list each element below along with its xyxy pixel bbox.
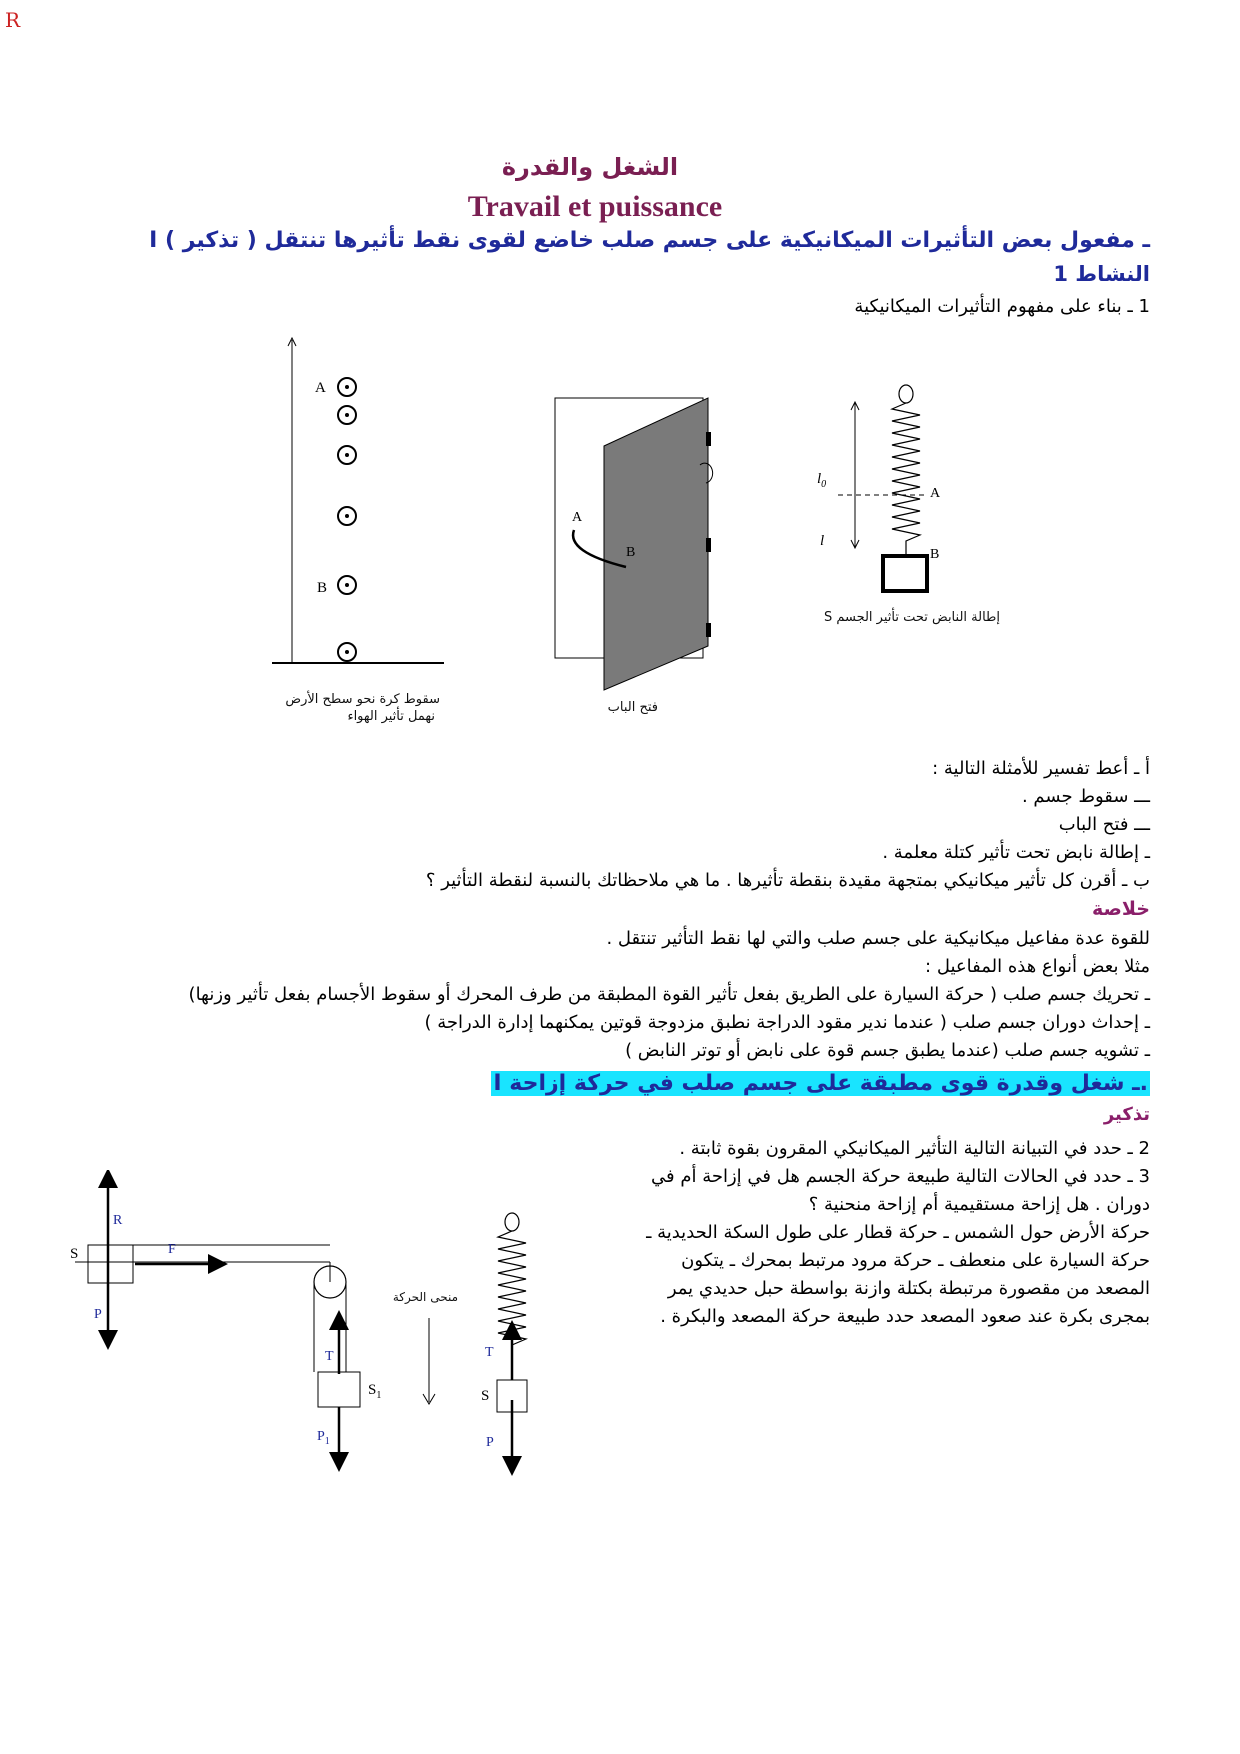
point-a-label: A	[315, 380, 326, 396]
ball-fall-figure	[272, 338, 444, 663]
vector-p-label: P	[486, 1435, 494, 1450]
reminder-line: بمجرى بكرة عند صعود المصعد حدد طبيعة حركة المصعد والبكرة .	[660, 1306, 1150, 1327]
block-s1-label: $S_1$	[368, 1382, 382, 1401]
ball-caption-line2: نهمل تأثير الهواء	[347, 709, 435, 724]
ball	[338, 507, 356, 525]
question-b: ب ـ أقرن كل تأثير ميكانيكي بمتجهة مقيدة بنقطة تأثيرها . ما هي ملاحظاتك بالنسبة لنقطة التأثير ؟	[425, 870, 1150, 891]
point-b-label: B	[626, 545, 636, 560]
summary-line: ـ تشويه جسم صلب (عندما يطبق جسم قوة على نابض أو توتر النابض )	[625, 1040, 1150, 1061]
summary-line: مثلا بعض أنواع هذه المفاعيل :	[925, 956, 1150, 977]
reminder-line: 2 ـ حدد في التبيانة التالية التأثير الميكانيكي المقرون بقوة ثابتة .	[679, 1138, 1150, 1159]
ball	[338, 378, 356, 396]
l-label: l	[820, 533, 825, 549]
vector-p-label: P	[94, 1307, 102, 1322]
page-title-arabic: الشغل والقدرة	[501, 153, 679, 181]
vector-f-label: F	[168, 1242, 176, 1257]
hanging-spring-figure	[481, 1213, 527, 1466]
point-b-label: B	[317, 580, 328, 596]
ball	[338, 446, 356, 464]
spring-caption: إطالة النابض تحت تأثير الجسم S	[823, 610, 1000, 625]
corner-mark: R	[5, 8, 21, 32]
summary-line: للقوة عدة مفاعيل ميكانيكية على جسم صلب والتي لها نقط التأثير تنتقل .	[606, 928, 1150, 949]
vector-p1-label: $P_1$	[317, 1429, 330, 1447]
trajectory-figure	[423, 1318, 435, 1404]
ball	[338, 406, 356, 424]
forces-figures	[0, 1170, 600, 1480]
reminder-line: 3 ـ حدد في الحالات التالية طبيعة حركة الجسم هل في إزاحة أم في	[651, 1166, 1150, 1187]
activity-item-1: 1 ـ بناء على مفهوم التأثيرات الميكانيكية	[854, 296, 1150, 317]
reminder-line: المصعد من مقصورة مرتبطة بكتلة وازنة بواسطة حبل حديدي يمر	[667, 1278, 1150, 1299]
question-item: ـــ سقوط جسم .	[1021, 786, 1150, 807]
reminder-label: تذكير	[1103, 1104, 1150, 1125]
summary-line: ـ تحريك جسم صلب ( حركة السيارة على الطريق بفعل تأثير القوة المطبقة من طرف المحرك أو سقوط الأجسام بفعل تأثير وزنها)	[188, 984, 1150, 1005]
activity-label: النشاط 1	[1053, 262, 1150, 286]
point-b-label: B	[930, 547, 940, 562]
summary-line: ـ إحداث دوران جسم صلب ( عندما ندير مقود الدراجة نطبق مزدوجة قوتين يمكنهما إدارة الدراجة )	[424, 1012, 1150, 1033]
vector-t-label: T	[485, 1345, 494, 1360]
summary-label: خلاصة	[1091, 898, 1150, 920]
reminder-line: دوران . هل إزاحة مستقيمية أم إزاحة منحنية ؟	[808, 1194, 1150, 1215]
trajectory-caption: منحى الحركة	[392, 1290, 458, 1304]
section2-heading: I ـ شغل وقدرة قوى مطبقة على جسم صلب في حركة إزاحة.	[493, 1071, 1148, 1096]
door-figure	[555, 398, 713, 690]
block-s-label: S	[70, 1246, 79, 1262]
pulley-system-figure	[70, 1178, 381, 1462]
question-item: ـــ فتح الباب	[1058, 814, 1150, 835]
spring-figure	[817, 385, 941, 591]
ball	[338, 576, 356, 594]
question-a: أ ـ أعط تفسير للأمثلة التالية :	[932, 758, 1150, 779]
question-item: ـ إطالة نابض تحت تأثير كتلة معلمة .	[882, 842, 1150, 863]
page-title-french: Travail et puissance	[467, 190, 723, 223]
mechanical-effects-figures	[0, 320, 1240, 740]
point-a-label: A	[572, 510, 583, 525]
reminder-line: حركة السيارة على منعطف ـ حركة مرود مرتبط بمحرك ـ يتكون	[681, 1250, 1150, 1271]
block-s-label: S	[481, 1388, 490, 1404]
vector-r-label: R	[113, 1213, 123, 1228]
l0-label: $l_0$	[817, 471, 827, 490]
ball	[338, 643, 356, 661]
vector-t-label: T	[325, 1349, 334, 1364]
door-caption: فتح الباب	[607, 700, 658, 715]
section1-heading: I ـ مفعول بعض التأثيرات الميكانيكية على جسم صلب خاضع لقوى نقط تأثيرها تنتقل ( تذكير )	[149, 228, 1150, 253]
reminder-line: حركة الأرض حول الشمس ـ حركة قطار على طول السكة الحديدية ـ	[646, 1222, 1150, 1243]
point-a-label: A	[930, 486, 941, 501]
ball-caption-line1: سقوط كرة نحو سطح الأرض	[285, 692, 440, 707]
